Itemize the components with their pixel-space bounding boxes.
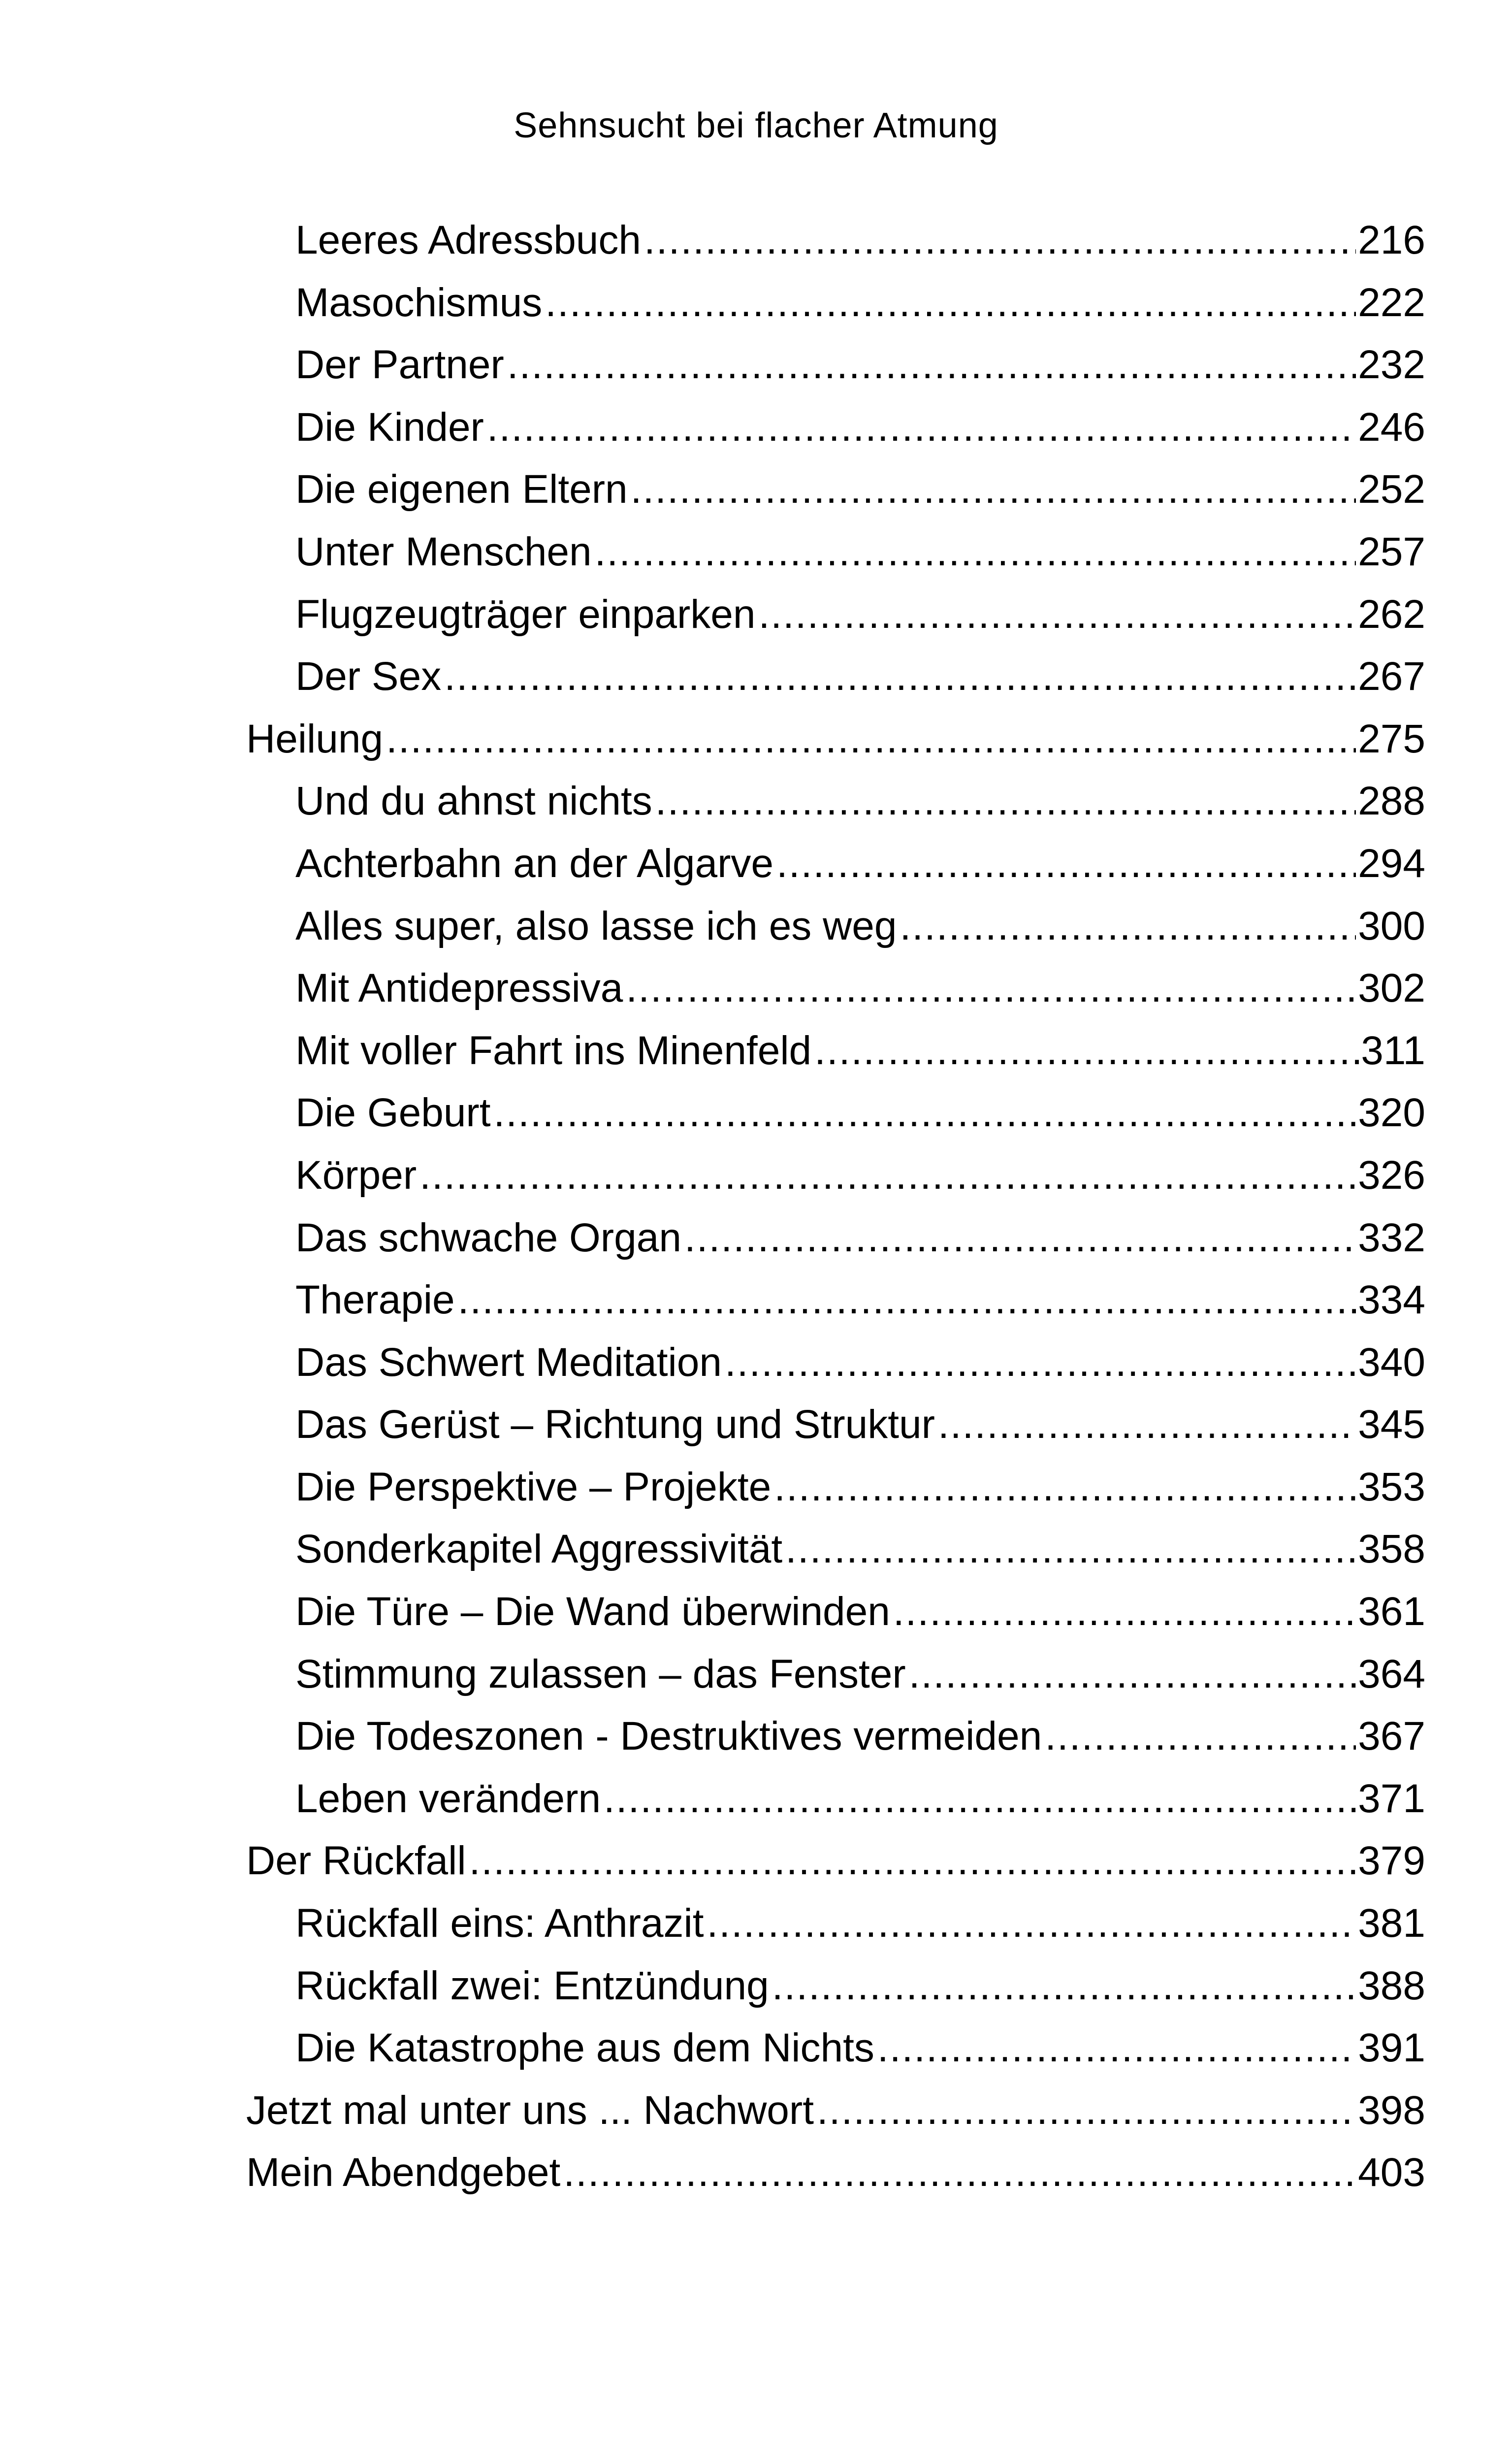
toc-entry-page-number: 294 [1358,841,1425,886]
toc-entry [246,1456,1425,1519]
toc-entry [246,1892,1425,1955]
toc-entry-title: Die Perspektive – Projekte [295,1464,772,1509]
toc-entry-page-number: 267 [1358,654,1425,699]
toc-entry [246,2080,1425,2142]
toc-entry-title: Leben verändern [295,1776,601,1821]
toc-dot-leader [893,1581,1356,1643]
toc-entry [246,1269,1425,1332]
toc-entry [246,1518,1425,1581]
toc-entry-page-number: 332 [1358,1215,1425,1260]
toc-entry [246,708,1425,771]
toc-dot-leader [909,1643,1356,1706]
toc-dot-leader [772,1955,1356,2018]
toc-entry [246,2017,1425,2080]
toc-entry [246,770,1425,833]
toc-dot-leader [684,1207,1356,1270]
toc-entry-title: Stimmung zulassen – das Fenster [295,1651,906,1696]
toc-entry-page-number: 288 [1358,779,1425,824]
toc-entry [246,584,1425,646]
toc-entry-title: Körper [295,1152,417,1198]
toc-entry-page-number: 246 [1358,404,1425,450]
toc-dot-leader [758,584,1356,646]
toc-entry-page-number: 302 [1358,966,1425,1011]
toc-entry-page-number: 361 [1358,1589,1425,1634]
toc-dot-leader [626,957,1356,1020]
toc-entry [246,957,1425,1020]
toc-entry-page-number: 262 [1358,591,1425,637]
toc-entry-title: Achterbahn an der Algarve [295,841,773,886]
toc-entry [246,334,1425,396]
toc-entry-title: Die Geburt [295,1090,491,1136]
toc-entry [246,1394,1425,1456]
toc-entry [246,1144,1425,1207]
toc-entry-page-number: 326 [1358,1152,1425,1198]
toc-dot-leader [817,2080,1356,2142]
toc-entry-title: Die Kinder [295,404,484,450]
toc-dot-leader [644,209,1356,272]
toc-entry-title: Der Sex [295,654,442,699]
toc-dot-leader [776,833,1356,895]
toc-entry-title: Heilung [246,716,384,761]
toc-entry-page-number: 275 [1358,716,1425,761]
toc-entry [246,2142,1425,2204]
toc-entry-page-number: 398 [1358,2087,1425,2133]
toc-entry-page-number: 300 [1358,903,1425,948]
toc-entry [246,895,1425,958]
toc-dot-leader [774,1456,1356,1519]
toc-entry [246,396,1425,459]
toc-dot-leader [725,1332,1356,1394]
toc-entry [246,1207,1425,1270]
toc-entry-title: Rückfall zwei: Entzündung [295,1963,769,2008]
toc-entry-page-number: 353 [1358,1464,1425,1509]
toc-entry-page-number: 252 [1358,467,1425,512]
toc-dot-leader [655,770,1356,833]
toc-entry-page-number: 381 [1358,1901,1425,1946]
toc-dot-leader [563,2142,1356,2204]
toc-entry-title: Die Türe – Die Wand überwinden [295,1589,890,1634]
toc-entry-title: Sonderkapitel Aggressivität [295,1527,783,1572]
toc-entry-title: Mit Antidepressiva [295,966,623,1011]
toc-entry-page-number: 358 [1358,1527,1425,1572]
toc-entry-page-number: 391 [1358,2025,1425,2071]
toc-entry [246,458,1425,521]
toc-dot-leader [814,1020,1359,1082]
toc-dot-leader [444,646,1356,708]
toc-dot-leader [419,1144,1356,1207]
toc-dot-leader [545,272,1356,334]
toc-entry-title: Das Gerüst – Richtung und Struktur [295,1402,935,1447]
toc-entry-page-number: 364 [1358,1651,1425,1696]
toc-entry-page-number: 371 [1358,1776,1425,1821]
toc-dot-leader [458,1269,1356,1332]
toc-entry-page-number: 340 [1358,1339,1425,1385]
toc-entry-page-number: 379 [1358,1838,1425,1884]
toc-entry-title: Die Todeszonen - Destruktives vermeiden [295,1714,1042,1759]
toc-dot-leader [938,1394,1356,1456]
toc-entry-page-number: 388 [1358,1963,1425,2008]
toc-entry-title: Alles super, also lasse ich es weg [295,903,897,948]
toc-entry [246,1705,1425,1768]
toc-entry-title: Das schwache Organ [295,1215,681,1260]
toc-entry [246,646,1425,708]
toc-dot-leader [469,1830,1356,1892]
toc-entry [246,272,1425,334]
toc-dot-leader [604,1768,1356,1830]
toc-entry-title: Jetzt mal unter uns ... Nachwort [246,2087,814,2133]
toc-entry [246,833,1425,895]
toc-entry [246,1082,1425,1144]
toc-entry-title: Masochismus [295,280,543,325]
toc-entry [246,1768,1425,1830]
toc-entry-title: Das Schwert Meditation [295,1339,722,1385]
toc-entry-page-number: 334 [1358,1277,1425,1323]
toc-entry-page-number: 257 [1358,529,1425,574]
toc-entry-page-number: 367 [1358,1714,1425,1759]
toc-entry-page-number: 345 [1358,1402,1425,1447]
toc-entry-title: Die eigenen Eltern [295,467,628,512]
toc-entry [246,1955,1425,2018]
toc-entry-title: Der Rückfall [246,1838,466,1884]
toc-dot-leader [900,895,1356,958]
toc-dot-leader [494,1082,1356,1144]
toc-entry [246,1830,1425,1892]
toc-dot-leader [1045,1705,1356,1768]
table-of-contents [246,209,1425,2204]
toc-entry [246,1332,1425,1394]
toc-entry-title: Und du ahnst nichts [295,779,652,824]
toc-dot-leader [507,334,1356,396]
toc-dot-leader [386,708,1356,771]
toc-entry [246,1581,1425,1643]
toc-entry-page-number: 222 [1358,280,1425,325]
toc-entry-title: Rückfall eins: Anthrazit [295,1901,704,1946]
running-header: Sehnsucht bei flacher Atmung [514,106,998,145]
toc-dot-leader [785,1518,1356,1581]
toc-entry-page-number: 216 [1358,218,1425,262]
toc-dot-leader [877,2017,1356,2080]
toc-entry-page-number: 311 [1361,1028,1425,1073]
toc-dot-leader [487,396,1356,459]
toc-entry-page-number: 232 [1358,342,1425,388]
toc-entry-title: Mit voller Fahrt ins Minenfeld [295,1028,812,1073]
toc-entry [246,521,1425,584]
toc-entry-title: Unter Menschen [295,529,592,574]
toc-dot-leader [707,1892,1356,1955]
toc-entry-title: Flugzeugträger einparken [295,591,756,637]
toc-entry-title: Die Katastrophe aus dem Nichts [295,2025,874,2071]
toc-entry-page-number: 320 [1358,1090,1425,1136]
toc-dot-leader [631,458,1356,521]
toc-entry-title: Leeres Adressbuch [295,218,642,262]
toc-dot-leader [595,521,1356,584]
toc-entry-title: Der Partner [295,342,504,388]
toc-entry-title: Therapie [295,1277,455,1323]
toc-entry-page-number: 403 [1358,2150,1425,2195]
toc-entry [246,1020,1425,1082]
toc-entry [246,1643,1425,1706]
toc-entry-title: Mein Abendgebet [246,2150,561,2195]
toc-entry [246,209,1425,272]
